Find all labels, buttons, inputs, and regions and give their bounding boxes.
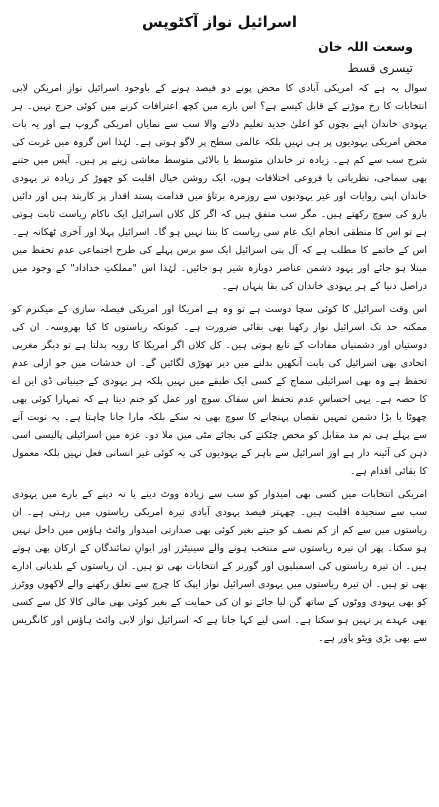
article-title: اسرائیل نواز آکٹوپس	[142, 13, 297, 31]
episode-label: تیسری قسط	[347, 61, 413, 75]
article-paragraph-3: امریکی انتخابات میں کسی بھی امیدوار کو سب سے زیادہ ووٹ دینے یا نہ دینے کے بارے میں یہودی سب سے سنجیدہ اقلیت ہیں۔ چھہتر فیصد یہودی آبادی تیرہ امریکی ریاستوں میں رہتی ہے۔ ان ریاستوں میں سے کم از کم نصف کو جیتے بغیر کوئی بھی صدارتی امیدوار وائٹ ہاؤس میں داخل نہیں ہو سکتا۔ پھر ان تیرہ ریاستوں سے منتخب ہونے والے سینیٹرز اور ایوانِ نمائندگان کے ارکان بھی ہوتے ہیں۔ ان تیرہ ریاستوں کی اسمبلیوں اور گورنر کے انتخابات بھی تو ہیں۔ ان ریاستوں کے بلدیاتی ادارے بھی تو ہیں۔ ان تیرہ ریاستوں میں یہودی اسرائیل نواز ایپک کا چرچ سے تعلق رکھنے والے لاکھوں ووٹرز کو بھی یہودی ووٹوں کے ساتھ گن لیا جائے تو ان کی حمایت کے بغیر کوئی بھی مالی کالا کل سے کسی بھی عہدے پر نہیں ہو سکتا ہے۔ اسی لیے کہا جاتا ہے کہ اسرائیل نواز لابی وائٹ ہاؤس اور کانگریس سے بھی بڑی ویٹو پاور ہے۔	[12, 489, 427, 644]
article-paragraph-1: سوال یہ ہے کہ امریکی آبادی کا محض پونے دو فیصد ہونے کے باوجود اسرائیل نواز امریکن لابی انتخابات کا رخ موڑنے کے قابل کیسے ہے؟ اس بارے میں کچھ اعترافات کرنے میں کوئی حرج نہیں۔ ہر یہودی خاندان اپنے بچوں کو اعلیٰ جدید تعلیم دلانے والا سب سے نمایاں امریکی گروپ ہے اور یہ بات محض امریکی یہودیوں پر ہی نہیں بلکہ عالمی سطح پر لاگو ہوتی ہے۔ لہٰذا اس گروہ میں غربت کی شرح سب سے کم ہے۔ زیادہ تر خاندان متوسط یا بالائی متوسط معاشی زینے پر ہیں۔ آپس میں جتنے بھی سماجی، نظریاتی یا فروعی اختلافات ہوں، ایک روشن خیال اقلیت کو چھوڑ کر زیادہ تر یہودی خاندان اپنی روایات اور غیر یہودیوں سے روزمرہ برتاؤ میں قدامت پسند اقدار پر کاربند ہیں اور دائیں بازو کی سوچ رکھتے ہیں۔ مگر سب متفق ہیں کہ اگر کل کلاں اسرائیل ایک ناکام ریاست ثابت ہوتی ہے تو اس کا منطقی انجام ایک عام سی ریاست کا بننا نہیں ہو گا۔ اسرائیل پہلا اور آخری ٹھکانہ ہے۔ اس کے خاتمے کا مطلب ہے کہ آل بنی اسرائیل ایک سو برس پہلے کی طرح اجتماعی عدم تحفظ میں مبتلا ہو جائے اور یہود دشمن عناصر دوبارہ شیر ہو جائیں۔ لہٰذا اس "مملکتِ خداداد" کے وجود میں دراصل دنیا کے ہر یہودی خاندان کی بقا پنہاں ہے۔	[12, 83, 427, 292]
author-name: وسعت اللہ خان	[318, 39, 413, 54]
article-paragraph-2: اس وقت اسرائیل کا کوئی سچا دوست ہے تو وہ ہے امریکا اور امریکی فیصلہ سازی کے میکنزم کو ممکنہ حد تک اسرائیل نواز رکھنا بھی بقائی ضرورت ہے۔ کیونکہ ریاستوں کا کیا بھروسہ۔ ان کی دوستیاں اور دشمنیاں مفادات کے تابع ہوتی ہیں۔ کل کلاں اگر امریکا کا رویہ بدلتا ہے تو دیگر مغربی اتحادی بھی اسرائیل کی بابت آنکھیں بدلنے میں دیر تھوڑی لگائیں گے۔ ان خدشات میں جو ازلی عدم تحفظ ہے وہ بھی اسرائیلی سماج کے کسی ایک طبقے میں نہیں بلکہ ہر یہودی کے جینیاتی ڈی این اے کا حصہ ہے۔ یہی احساسِ عدم تحفظ اس سفاک سوچ اور عمل کو جنم دیتا ہے کہ تمہارا کوئی بھی چھوٹا یا بڑا دشمن تمہیں نقصان پہنچانے کا سوچ بھی نہ سکے بلکہ مارا جانا چاہتا ہے۔ یہ نوبت آنے سے پہلے ہی تم مد مقابل کو محض چٹکنے کی بجائے مٹی میں ملا دو۔ غزہ میں اسرائیلی پالیسی اسی ذہن کی آئینہ دار ہے اور اسرائیل سے باہر کے یہودیوں کی یہ کوئی غیر انسانی فعل نہیں بلکہ معمول کا بقائی اقدام ہے۔	[12, 304, 427, 477]
